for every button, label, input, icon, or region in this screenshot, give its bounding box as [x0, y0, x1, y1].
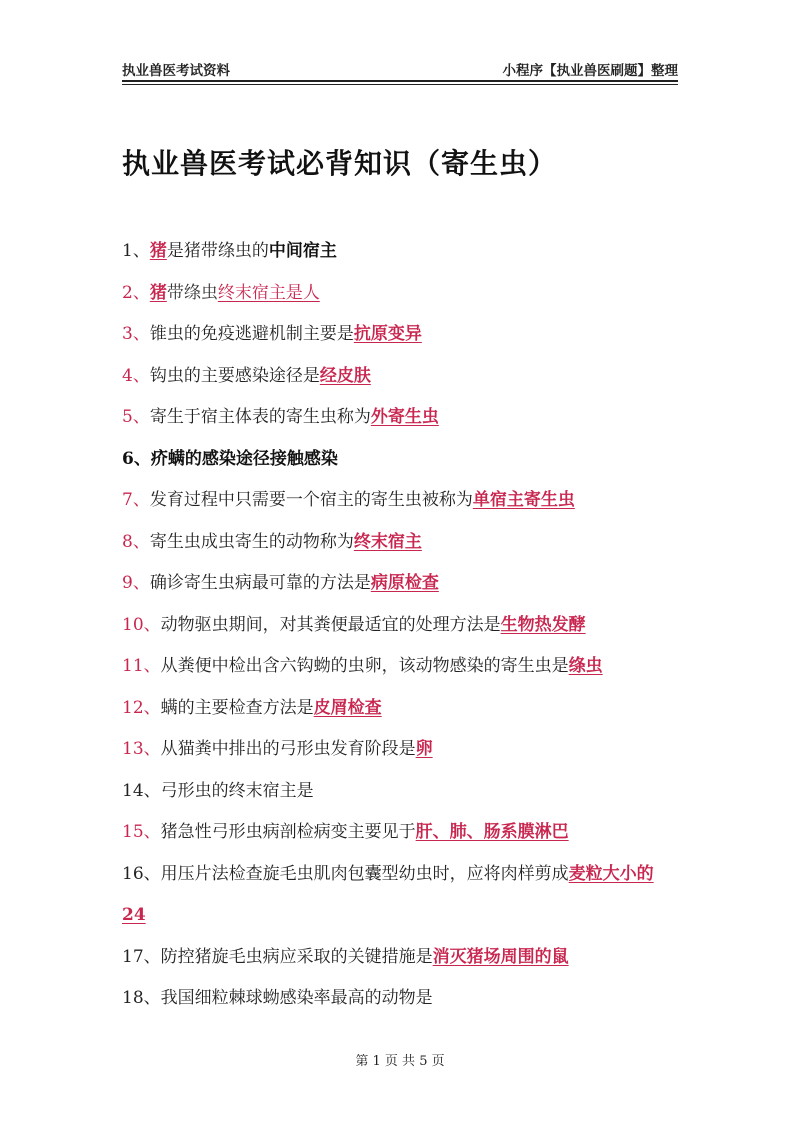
item-text: 防控猪旋毛虫病应采取的关键措施是: [160, 946, 433, 967]
list-item: [122, 812, 682, 854]
item-highlight: 肝、肺、肠系膜淋巴: [415, 822, 569, 842]
item-highlight: 病原检查: [370, 573, 439, 593]
item-number: 9、: [122, 573, 150, 593]
item-text: 带绦虫: [166, 282, 218, 303]
item-number: 2、: [122, 282, 150, 303]
item-highlight: 外寄生虫: [370, 407, 439, 427]
item-number: 3、: [122, 324, 150, 344]
item-text: 钩虫的主要感染途径是: [149, 365, 320, 386]
item-text: 我国细粒棘球蚴感染率最高的动物是: [160, 988, 433, 1008]
list-item: [122, 397, 682, 439]
item-highlight: 卵: [415, 739, 433, 759]
item-number: 6、: [122, 448, 151, 469]
header-divider-thin: [122, 84, 678, 85]
item-highlight: 生物热发酵: [500, 614, 586, 635]
list-item: [122, 356, 682, 398]
item-number: 8、: [122, 531, 150, 552]
list-item: [122, 314, 682, 356]
item-number: 12、: [122, 697, 161, 718]
list-item: [122, 563, 682, 605]
item-highlight: 终末宿主: [353, 531, 422, 552]
item-number: 1、: [122, 241, 150, 261]
item-text: 寄生虫成虫寄生的动物称为: [149, 531, 354, 552]
list-item: [122, 605, 682, 647]
item-number: 4、: [122, 365, 150, 386]
item-number: 10、: [122, 614, 161, 635]
item-highlight: 单宿主寄生虫: [472, 490, 575, 510]
item-highlight: 终末宿主是人: [217, 282, 320, 303]
item-text: 寄生于宿主体表的寄生虫称为: [149, 407, 371, 427]
knowledge-list: [122, 231, 682, 1020]
item-number: 5、: [122, 407, 150, 427]
item-text: 动物驱虫期间，对其粪便最适宜的处理方法是: [160, 614, 501, 635]
list-item: [122, 771, 682, 813]
item-highlight: 消灭猪场周围的鼠: [432, 946, 569, 967]
item-number: 18、: [122, 988, 161, 1008]
header-left: 执业兽医考试资料: [122, 63, 230, 79]
item-text: 用压片法检查旋毛虫肌肉包囊型幼虫时，应将肉样剪成: [160, 863, 569, 884]
page-footer: 第 1 页 共 5 页: [355, 1054, 445, 1069]
item-text: 锥虫的免疫逃避机制主要是: [149, 324, 354, 344]
item-text: 从粪便中检出含六钩蚴的虫卵，该动物感染的寄生虫是: [160, 656, 569, 676]
item-highlight: 猪: [149, 241, 167, 261]
list-item: [122, 729, 682, 771]
item-highlight: 猪: [149, 282, 167, 303]
list-item: [122, 231, 682, 273]
item-text: 弓形虫的终末宿主是: [160, 780, 314, 801]
page-title: 执业兽医考试必背知识（寄生虫）: [122, 147, 558, 180]
item-highlight: 皮屑检查: [313, 697, 382, 718]
list-item: [122, 688, 682, 730]
item-highlight: 麦粒大小的 24: [122, 863, 654, 925]
item-number: 13、: [122, 739, 161, 759]
item-highlight: 抗原变异: [353, 324, 422, 344]
item-number: 7、: [122, 490, 150, 510]
list-item: [122, 854, 682, 937]
item-text: 是猪带绦虫的: [166, 241, 269, 261]
header-right: 小程序【执业兽医刷题】整理: [502, 63, 678, 79]
header-divider: [122, 80, 678, 82]
item-text: 螨的主要检查方法是: [160, 697, 314, 718]
list-item: [122, 937, 682, 979]
list-item: [122, 273, 682, 315]
item-number: 14、: [122, 780, 161, 801]
item-number: 11、: [122, 656, 161, 676]
item-text: 从猫粪中排出的弓形虫发育阶段是: [160, 739, 416, 759]
item-text: 发育过程中只需要一个宿主的寄生虫被称为: [149, 490, 473, 510]
item-number: 16、: [122, 863, 161, 884]
item-number: 17、: [122, 946, 161, 967]
item-number: 15、: [122, 822, 161, 842]
item-text: 确诊寄生虫病最可靠的方法是: [149, 573, 371, 593]
item-highlight: 绦虫: [568, 656, 603, 676]
list-item: [122, 439, 682, 481]
list-item: [122, 978, 682, 1020]
item-text: 猪急性弓形虫病剖检病变主要见于: [160, 822, 416, 842]
page-header: [122, 56, 678, 80]
item-highlight: 经皮肤: [319, 365, 371, 386]
item-bold: 疥螨的感染途径接触感染: [150, 448, 338, 469]
list-item: [122, 646, 682, 688]
list-item: [122, 522, 682, 564]
item-bold: 中间宿主: [268, 241, 337, 261]
list-item: [122, 480, 682, 522]
